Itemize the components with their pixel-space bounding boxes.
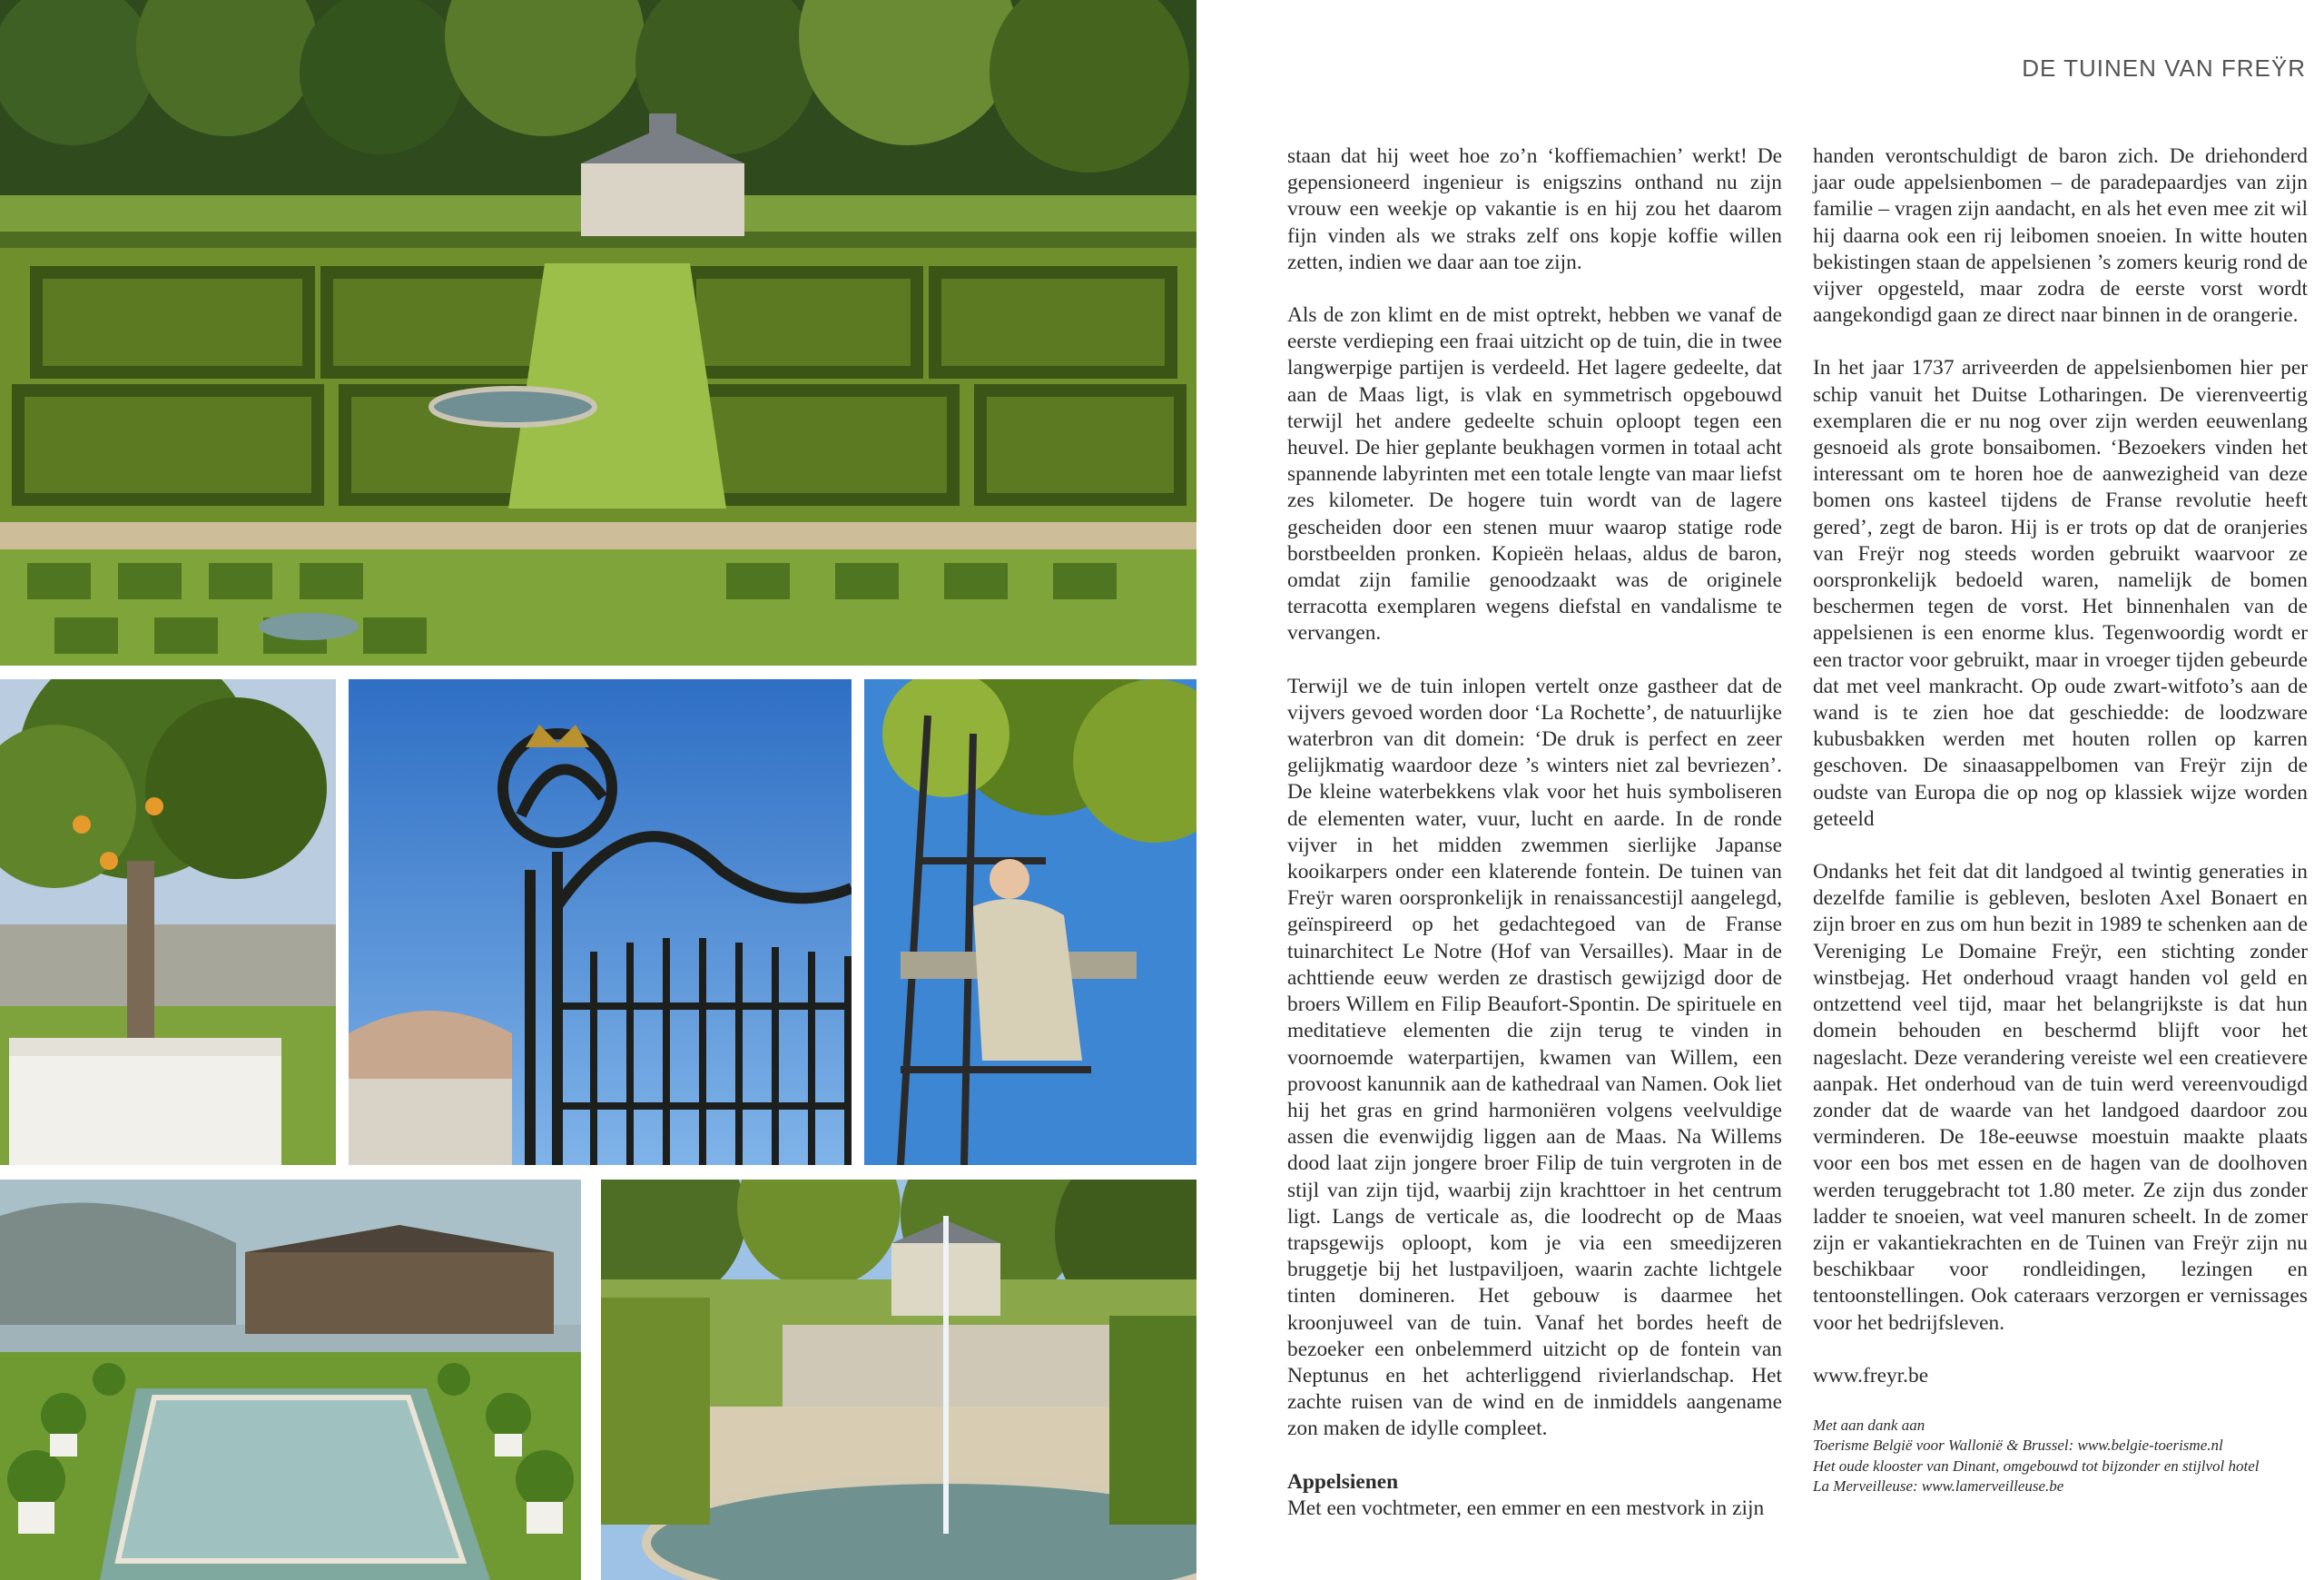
- paragraph: Terwijl we de tuin inlopen vertelt onze gastheer dat de vijvers gevoed worden door ‘La Rochette’, de natuurlijke waterbron van dit domein: ‘De druk is perfect en zeer gelijkmatig waardoor deze ’s winters niet zal bevriezen’. De kleine waterbekkens vlak voor het huis symboliseren de elementen water, vuur, lucht en aarde. In de ronde vijver in het midden zwemmen sierlijke Japanse kooikarpers onder een klaterende fontein. De tuinen van Freÿr waren oorspronkelijk in renaissancestijl aangelegd, geïnspireerd op het gedachtegoed van de Franse tuinarchitect Le Notre (Hof van Versailles). Maar in de achttiende eeuw werden ze drastisch gewijzigd door de broers Willem en Filip Beaufort-Spontin. De spirituele en meditatieve elementen die zijn terug te vinden in voornoemde waterpartijen, kwamen van Willem, een provoost kanunnik aan de kathedraal van Namen. Ook liet hij het gras en grind harmoniëren volgens veelvuldige assen die evenwijdig liggen aan de Maas. Na Willems dood laat zijn jongere broer Filip de tuin vergroten in de stijl van zijn tijd, waarbij zijn krachttoer in het centrum ligt. Langs de verticale as, die loodrecht op de Maas trapsgewijs oploopt, kom je via een smeedijzeren bruggetje bij het lustpaviljoen, waarin zachte lichtgele tinten domineren. Het gebouw is daarmee het kroonjuweel van de tuin. Vanaf het bordes heeft de bezoeker een onbelemmerd uitzicht op de fontein van Neptunus en het achterliggend rivierlandschap. Het zachte ruisen van de wind en de inmiddels aangename zon maken de idylle compleet.: [1287, 674, 1782, 1441]
- credit-line: Met aan dank aan: [1813, 1416, 1925, 1434]
- paragraph: Met een vochtmeter, een emmer en een mestvork in zijn: [1287, 1496, 1765, 1520]
- section-header: DE TUINEN VAN FREŸR: [2022, 54, 2306, 82]
- gardener-photo: [864, 679, 1196, 1165]
- paragraph: Ondanks het feit dat dit landgoed al twintig generaties in dezelfde familie is gebleven, besloten Axel Bonaert en zijn broer en zus om hun bezit in 1989 te schenken aan de Vereniging Le Domaine Freÿr, een stichting zonder winstbejag. Het onderhoud vraagt handen vol geld en ontzettend veel tijd, maar het belangrijkste is dat hun domein behouden en beschermd blijft voor het nageslacht. Deze verandering vereiste wel een creatievere aanpak. Het onderhoud van de tuin werd vereenvoudigd zonder dat de waarde van het landgoed daardoor zou verminderen. De 18e-eeuwse moestuin maakte plaats voor een bos met essen en de hagen van de doolhoven werden teruggebracht tot 1.80 meter. Ze zijn dus zonder ladder te snoeien, wat veel manuren scheelt. In de zomer zijn er vakantiekrachten en de Tuinen van Freÿr zijn nu beschikbaar voor rondleidingen, lezingen en tentoonstellingen. Ook cateraars verzorgen er vernissages voor het bedrijfsleven.: [1813, 860, 2308, 1335]
- credits: [1813, 1416, 2308, 1497]
- paragraph: In het jaar 1737 arriveerden de appelsienbomen hier per schip vanuit het Duitse Lotharingen. De vierenveertig exemplaren die er nu nog over zijn werden eeuwenlang gesnoeid als grote bonsaibomen. ‘Bezoekers vinden het interessant om te horen hoe de aanwezigheid van deze bomen ons kasteel tijdens de Franse revolutie heeft gered’, zegt de baron. Hij is er trots op dat de oranjeries van Freÿr nog steeds worden gebruikt waarvoor ze oorspronkelijk bedoeld waren, namelijk de bomen beschermen tegen de vorst. Het binnenhalen van de appelsienen is een enorme klus. Tegenwoordig wordt er een tractor voor gebruikt, maar in vroeger tijden gebeurde dat met veel mankracht. Op oude zwart-witfoto’s aan de wand is te zien hoe dat geschiedde: de loodzware kubusbakken werden met houten rollen op karren geschoven. De sinaasappelbomen van Freÿr zijn de oudste van Europa die op nog op klassiek wijze worden geteeld: [1813, 356, 2308, 831]
- orange-tree-photo: [0, 679, 336, 1165]
- credit-line: La Merveilleuse: www.lamerveilleuse.be: [1813, 1477, 2064, 1496]
- iron-gate-photo: [349, 679, 852, 1165]
- text-column-1: [1287, 143, 1782, 1548]
- subheading-appelsienen: Appelsienen: [1287, 1469, 1399, 1494]
- credit-line: Toerisme België voor Wallonië & Brussel: www.belgie-toerisme.nl: [1813, 1437, 2223, 1455]
- text-column-2: [1813, 143, 2308, 1497]
- garden-aerial-photo: [0, 0, 1196, 666]
- paragraph: staan dat hij weet hoe zo’n ‘koffiemachien’ werkt! De gepensioneerd ingenieur is enigszins onthand nu zijn vrouw een weekje op vakantie is en hij zou het daarom fijn vinden als we straks zelf ons kopje koffie willen zetten, indien we daar aan toe zijn.: [1287, 144, 1782, 274]
- paragraph: Als de zon klimt en de mist optrekt, hebben we vanaf de eerste verdieping een fraai uitzicht op de tuin, die in twee langwerpige partijen is verdeeld. Het lagere gedeelte, dat aan de Maas ligt, is vlak en symmetrisch opgebouwd terwijl het andere gedeelte schuin oploopt tegen een heuvel. De hier geplante beukhagen vormen in totaal acht spannende labyrinten met een totale lengte van maar liefst zes kilometer. De hogere tuin wordt van de lagere gescheiden door een stenen muur waarop statige rode borstbeelden pronken. Kopieën helaas, aldus de baron, omdat zijn familie genoodzaakt was de originele terracotta exemplaren wegens diefstal en vandalisme te vervangen.: [1287, 303, 1782, 646]
- credit-line: Het oude klooster van Dinant, omgebouwd tot bijzonder en stijlvol hotel: [1813, 1457, 2260, 1475]
- pond-castle-photo: [0, 1180, 581, 1580]
- paragraph: handen verontschuldigt de baron zich. De driehonderd jaar oude appelsienbomen – de paradepaardjes van zijn familie – vragen zijn aandacht, en als het even mee zit wil hij daarna ook een rij leibomen snoeien. In witte houten bekistingen staan de appelsienen ’s zomers keurig rond de vijver opgesteld, maar zodra de eerste vorst wordt aangekondigd gaan ze direct naar binnen in de orangerie.: [1813, 144, 2308, 328]
- fountain-pavilion-photo: [601, 1180, 1196, 1580]
- website-link[interactable]: www.freyr.be: [1813, 1363, 1929, 1387]
